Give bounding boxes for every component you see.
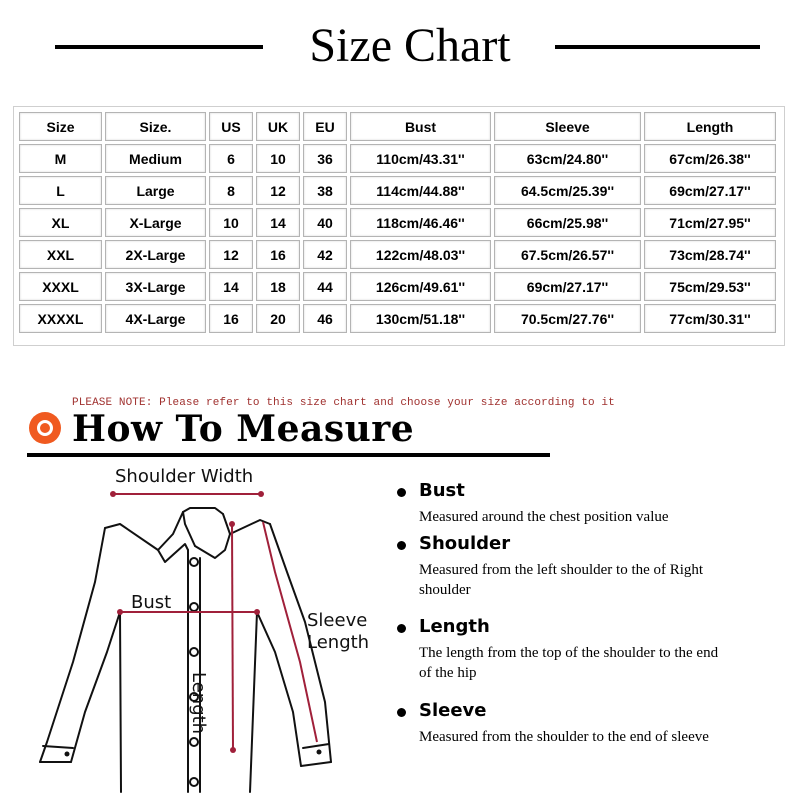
table-row xyxy=(19,144,776,173)
table-cell: 20 xyxy=(256,304,300,333)
table-cell: M xyxy=(19,144,102,173)
table-cell: XXXL xyxy=(19,272,102,301)
table-cell: 70.5cm/27.76'' xyxy=(494,304,641,333)
table-cell: 67cm/26.38'' xyxy=(644,144,776,173)
measure-item-description: Measured from the left shoulder to the of Right shoulder xyxy=(419,562,704,598)
table-cell: Large xyxy=(105,176,206,205)
table-cell: 16 xyxy=(256,240,300,269)
measure-item-description: Measured around the chest position value xyxy=(419,509,669,525)
header-cell: EU xyxy=(303,112,347,141)
header-cell: Bust xyxy=(350,112,491,141)
table-header-row xyxy=(19,112,776,141)
table-cell: Medium xyxy=(105,144,206,173)
table-cell: 66cm/25.98'' xyxy=(494,208,641,237)
bust-label: Bust xyxy=(131,592,172,613)
table-cell: 38 xyxy=(303,176,347,205)
table-cell: 12 xyxy=(256,176,300,205)
table-row xyxy=(19,240,776,269)
table-cell: 16 xyxy=(209,304,253,333)
table-cell: 75cm/29.53'' xyxy=(644,272,776,301)
size-table xyxy=(13,106,785,346)
table-cell: 10 xyxy=(209,208,253,237)
bullet-icon xyxy=(397,708,406,717)
table-cell: 46 xyxy=(303,304,347,333)
measure-item-label: Bust xyxy=(419,480,465,501)
how-to-measure-title: How To Measure xyxy=(72,408,415,450)
table-cell: 118cm/46.46'' xyxy=(350,208,491,237)
header-cell: Sleeve xyxy=(494,112,641,141)
table-cell: 18 xyxy=(256,272,300,301)
table-cell: 8 xyxy=(209,176,253,205)
table-cell: 114cm/44.88'' xyxy=(350,176,491,205)
table-row xyxy=(19,304,776,333)
table-cell: 6 xyxy=(209,144,253,173)
measure-item-description: Measured from the shoulder to the end of sleeve xyxy=(419,729,709,745)
shoulder-width-label: Shoulder Width xyxy=(115,466,254,487)
bullet-icon xyxy=(397,624,406,633)
table-cell: 64.5cm/25.39'' xyxy=(494,176,641,205)
table-cell: 4X-Large xyxy=(105,304,206,333)
size-note: PLEASE NOTE: Please refer to this size chart and choose your size according to it xyxy=(72,397,615,409)
table-cell: 77cm/30.31'' xyxy=(644,304,776,333)
table-cell: XXXXL xyxy=(19,304,102,333)
sleeve-label: Sleeve xyxy=(307,610,368,631)
header-cell: Size xyxy=(19,112,102,141)
orange-circle-icon xyxy=(29,412,61,444)
header-cell: Size. xyxy=(105,112,206,141)
table-cell: 14 xyxy=(209,272,253,301)
how-to-measure-rule xyxy=(27,453,550,457)
table-cell: 10 xyxy=(256,144,300,173)
table-row xyxy=(19,208,776,237)
measure-item-label: Sleeve xyxy=(419,700,487,721)
table-cell: L xyxy=(19,176,102,205)
measure-item-label: Length xyxy=(419,616,490,637)
title-rule-left xyxy=(55,45,263,49)
table-cell: 69cm/27.17'' xyxy=(494,272,641,301)
table-cell: 130cm/51.18'' xyxy=(350,304,491,333)
table-cell: 63cm/24.80'' xyxy=(494,144,641,173)
table-cell: 122cm/48.03'' xyxy=(350,240,491,269)
table-cell: 42 xyxy=(303,240,347,269)
table-cell: 12 xyxy=(209,240,253,269)
measure-item-description: The length from the top of the shoulder to the end of the hip xyxy=(419,645,719,681)
header-cell: UK xyxy=(256,112,300,141)
title-rule-right xyxy=(555,45,760,49)
shirt-outline-icon xyxy=(25,462,395,800)
table-cell: XL xyxy=(19,208,102,237)
table-cell: X-Large xyxy=(105,208,206,237)
table-cell: 14 xyxy=(256,208,300,237)
header-cell: Length xyxy=(644,112,776,141)
size-table-grid xyxy=(16,109,779,336)
table-cell: XXL xyxy=(19,240,102,269)
table-row xyxy=(19,176,776,205)
bullet-icon xyxy=(397,541,406,550)
table-cell: 71cm/27.95'' xyxy=(644,208,776,237)
table-cell: 69cm/27.17'' xyxy=(644,176,776,205)
table-cell: 36 xyxy=(303,144,347,173)
header-cell: US xyxy=(209,112,253,141)
page-title: Size Chart xyxy=(309,19,511,72)
table-cell: 40 xyxy=(303,208,347,237)
bullet-icon xyxy=(397,488,406,497)
table-cell: 67.5cm/26.57'' xyxy=(494,240,641,269)
table-cell: 126cm/49.61'' xyxy=(350,272,491,301)
table-cell: 3X-Large xyxy=(105,272,206,301)
sleeve-length-label: Length xyxy=(307,632,370,653)
length-label: Length xyxy=(188,672,209,735)
table-cell: 110cm/43.31'' xyxy=(350,144,491,173)
title-row xyxy=(0,12,800,82)
measure-item-label: Shoulder xyxy=(419,533,511,554)
shirt-diagram xyxy=(25,462,395,800)
table-row xyxy=(19,272,776,301)
table-cell: 2X-Large xyxy=(105,240,206,269)
table-cell: 44 xyxy=(303,272,347,301)
table-cell: 73cm/28.74'' xyxy=(644,240,776,269)
